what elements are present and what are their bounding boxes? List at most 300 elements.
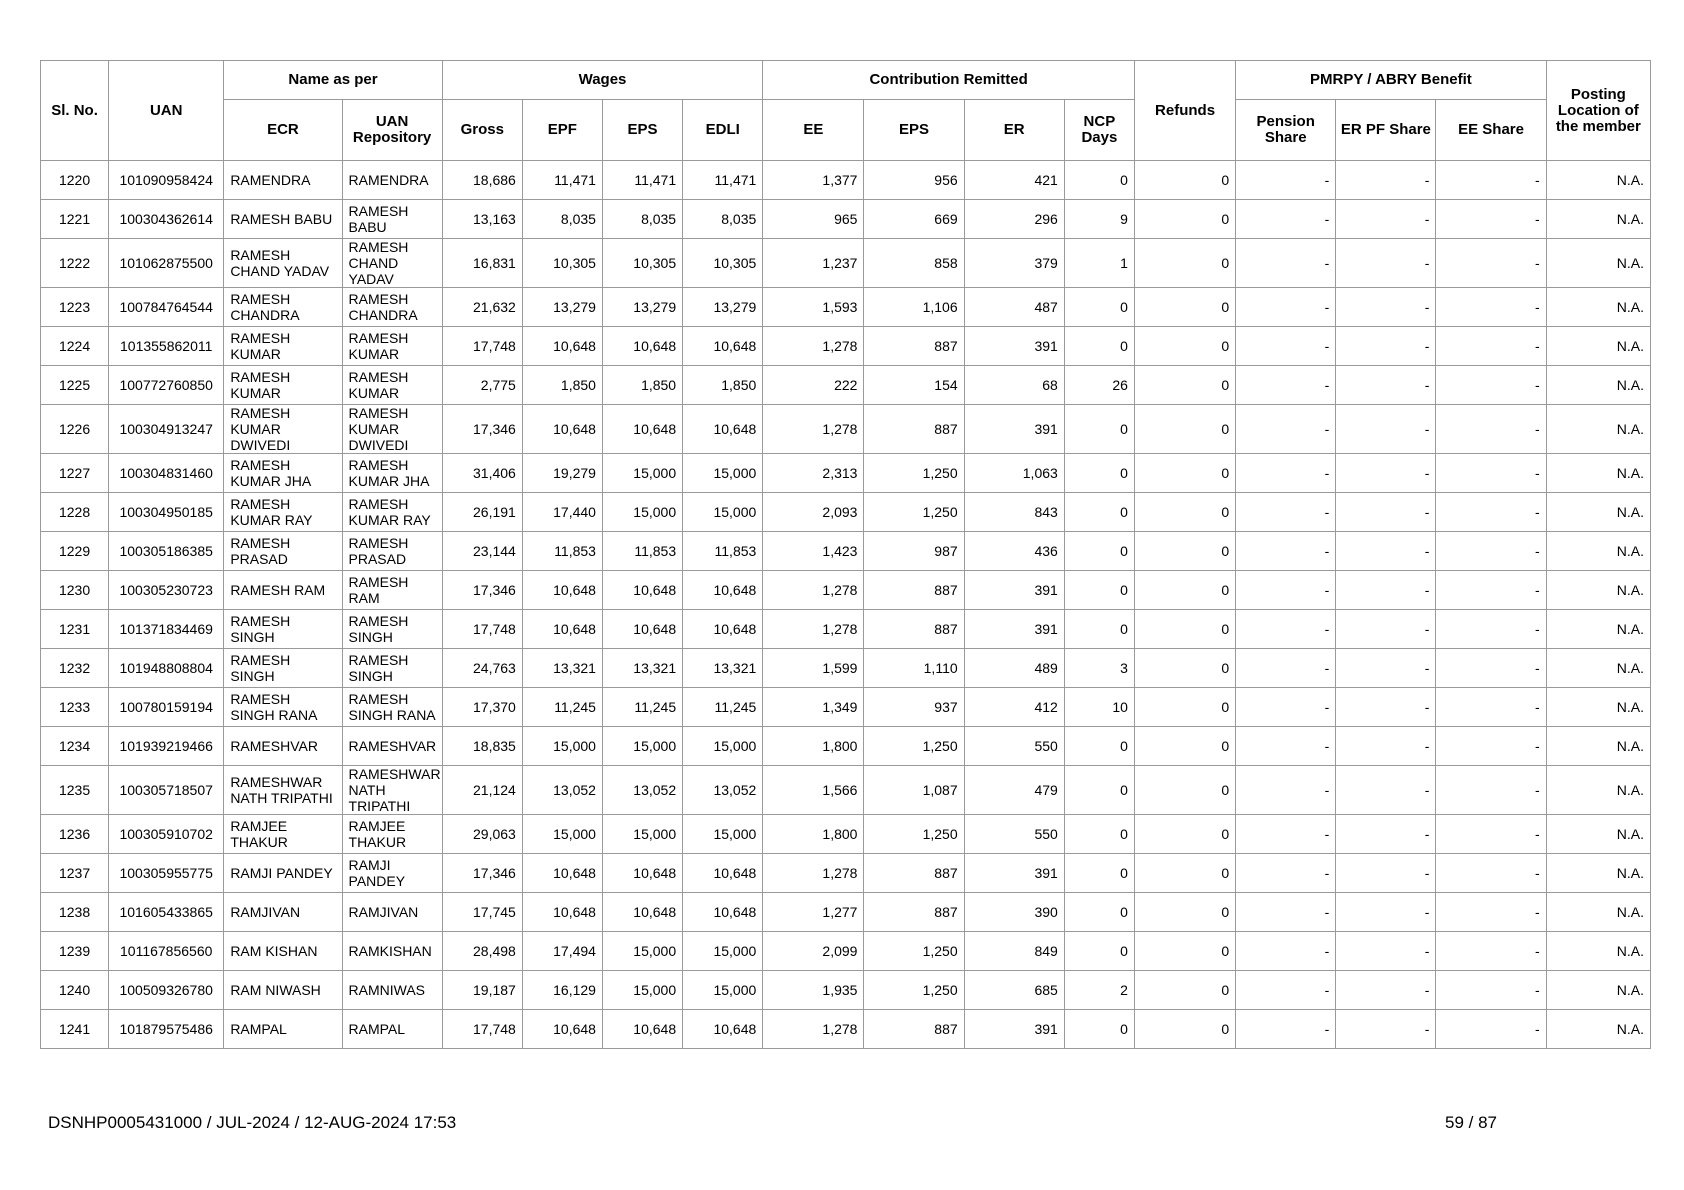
cell-ecr: RAMESH SINGH xyxy=(224,610,342,649)
cell-ecr: RAMPAL xyxy=(224,1010,342,1049)
cell-sl: 1221 xyxy=(41,200,109,239)
cell-pension: - xyxy=(1236,932,1336,971)
cell-edli: 15,000 xyxy=(683,454,763,493)
cell-gross: 2,775 xyxy=(442,366,522,405)
cell-eps: 10,305 xyxy=(602,239,682,288)
cell-sl: 1225 xyxy=(41,366,109,405)
cell-eps: 10,648 xyxy=(602,610,682,649)
cell-ee: 222 xyxy=(763,366,864,405)
cell-pension: - xyxy=(1236,493,1336,532)
cell-pension: - xyxy=(1236,571,1336,610)
cell-pension: - xyxy=(1236,161,1336,200)
cell-edli: 10,648 xyxy=(683,327,763,366)
cell-edli: 11,471 xyxy=(683,161,763,200)
cell-gross: 21,632 xyxy=(442,288,522,327)
cell-repo: RAMPAL xyxy=(342,1010,442,1049)
cell-eps: 10,648 xyxy=(602,405,682,454)
cell-epf: 10,305 xyxy=(522,239,602,288)
cell-eps: 10,648 xyxy=(602,571,682,610)
cell-sl: 1230 xyxy=(41,571,109,610)
cell-repo: RAMESH SINGH RANA xyxy=(342,688,442,727)
cell-sl: 1229 xyxy=(41,532,109,571)
cell-gross: 16,831 xyxy=(442,239,522,288)
header-edli: EDLI xyxy=(683,100,763,161)
cell-ee: 1,800 xyxy=(763,815,864,854)
cell-uan: 100772760850 xyxy=(109,366,224,405)
cell-eps-c: 987 xyxy=(864,532,964,571)
cell-ee: 1,423 xyxy=(763,532,864,571)
cell-ncp: 0 xyxy=(1064,493,1134,532)
cell-eps: 13,321 xyxy=(602,649,682,688)
cell-ncp: 0 xyxy=(1064,405,1134,454)
cell-erpf: - xyxy=(1336,727,1436,766)
cell-refunds: 0 xyxy=(1134,493,1235,532)
cell-ncp: 0 xyxy=(1064,766,1134,815)
cell-ee: 965 xyxy=(763,200,864,239)
cell-repo: RAMESHVAR xyxy=(342,727,442,766)
cell-edli: 10,648 xyxy=(683,854,763,893)
cell-repo: RAMESH KUMAR RAY xyxy=(342,493,442,532)
cell-edli: 1,850 xyxy=(683,366,763,405)
cell-epf: 10,648 xyxy=(522,405,602,454)
cell-ee: 2,093 xyxy=(763,493,864,532)
cell-epf: 10,648 xyxy=(522,610,602,649)
cell-posting: N.A. xyxy=(1546,327,1650,366)
cell-ecr: RAMESH KUMAR xyxy=(224,366,342,405)
cell-posting: N.A. xyxy=(1546,932,1650,971)
cell-ecr: RAMESH KUMAR DWIVEDI xyxy=(224,405,342,454)
cell-ncp: 9 xyxy=(1064,200,1134,239)
cell-ee: 2,313 xyxy=(763,454,864,493)
cell-uan: 101355862011 xyxy=(109,327,224,366)
cell-eps-c: 1,250 xyxy=(864,932,964,971)
cell-repo: RAMESH CHAND YADAV xyxy=(342,239,442,288)
cell-eps-c: 956 xyxy=(864,161,964,200)
cell-eeshare: - xyxy=(1436,327,1546,366)
cell-eps: 10,648 xyxy=(602,893,682,932)
cell-eps-c: 887 xyxy=(864,327,964,366)
cell-er: 843 xyxy=(964,493,1064,532)
cell-pension: - xyxy=(1236,893,1336,932)
cell-posting: N.A. xyxy=(1546,405,1650,454)
cell-eps: 15,000 xyxy=(602,971,682,1010)
cell-ee: 1,593 xyxy=(763,288,864,327)
cell-er: 379 xyxy=(964,239,1064,288)
table-row xyxy=(41,932,1651,971)
cell-edli: 10,648 xyxy=(683,1010,763,1049)
cell-eeshare: - xyxy=(1436,766,1546,815)
cell-epf: 16,129 xyxy=(522,971,602,1010)
cell-pension: - xyxy=(1236,610,1336,649)
cell-sl: 1222 xyxy=(41,239,109,288)
cell-ee: 1,566 xyxy=(763,766,864,815)
cell-repo: RAMESH KUMAR DWIVEDI xyxy=(342,405,442,454)
cell-erpf: - xyxy=(1336,854,1436,893)
cell-epf: 8,035 xyxy=(522,200,602,239)
header-gross: Gross xyxy=(442,100,522,161)
header-er: ER xyxy=(964,100,1064,161)
table-row xyxy=(41,493,1651,532)
cell-ecr: RAMESH PRASAD xyxy=(224,532,342,571)
cell-erpf: - xyxy=(1336,893,1436,932)
cell-repo: RAMESH KUMAR JHA xyxy=(342,454,442,493)
footer-document-id: DSNHP0005431000 / JUL-2024 / 12-AUG-2024 17:53 xyxy=(48,1113,457,1132)
cell-gross: 13,163 xyxy=(442,200,522,239)
cell-refunds: 0 xyxy=(1134,327,1235,366)
cell-edli: 15,000 xyxy=(683,493,763,532)
cell-eps-c: 1,250 xyxy=(864,727,964,766)
cell-refunds: 0 xyxy=(1134,571,1235,610)
cell-eps: 10,648 xyxy=(602,854,682,893)
cell-ecr: RAMESH CHANDRA xyxy=(224,288,342,327)
cell-erpf: - xyxy=(1336,571,1436,610)
cell-epf: 17,494 xyxy=(522,932,602,971)
cell-ecr: RAMESH SINGH xyxy=(224,649,342,688)
cell-ecr: RAMESH KUMAR RAY xyxy=(224,493,342,532)
cell-erpf: - xyxy=(1336,971,1436,1010)
header-contribution-remitted: Contribution Remitted xyxy=(763,61,1135,100)
cell-posting: N.A. xyxy=(1546,815,1650,854)
cell-ncp: 0 xyxy=(1064,815,1134,854)
cell-ee: 2,099 xyxy=(763,932,864,971)
cell-eps: 13,279 xyxy=(602,288,682,327)
cell-eeshare: - xyxy=(1436,239,1546,288)
cell-epf: 15,000 xyxy=(522,727,602,766)
cell-ncp: 0 xyxy=(1064,454,1134,493)
cell-erpf: - xyxy=(1336,454,1436,493)
cell-er: 685 xyxy=(964,971,1064,1010)
cell-sl: 1234 xyxy=(41,727,109,766)
cell-sl: 1226 xyxy=(41,405,109,454)
cell-gross: 28,498 xyxy=(442,932,522,971)
cell-er: 68 xyxy=(964,366,1064,405)
cell-eeshare: - xyxy=(1436,971,1546,1010)
cell-ecr: RAMESH KUMAR JHA xyxy=(224,454,342,493)
cell-posting: N.A. xyxy=(1546,971,1650,1010)
cell-eeshare: - xyxy=(1436,571,1546,610)
cell-erpf: - xyxy=(1336,932,1436,971)
cell-edli: 15,000 xyxy=(683,727,763,766)
cell-refunds: 0 xyxy=(1134,610,1235,649)
cell-pension: - xyxy=(1236,327,1336,366)
cell-edli: 10,648 xyxy=(683,610,763,649)
cell-pension: - xyxy=(1236,688,1336,727)
table-row xyxy=(41,327,1651,366)
table-row xyxy=(41,815,1651,854)
cell-ncp: 0 xyxy=(1064,288,1134,327)
cell-ncp: 0 xyxy=(1064,893,1134,932)
cell-uan: 100304362614 xyxy=(109,200,224,239)
cell-eeshare: - xyxy=(1436,854,1546,893)
header-uan: UAN xyxy=(109,61,224,161)
cell-erpf: - xyxy=(1336,239,1436,288)
cell-pension: - xyxy=(1236,288,1336,327)
cell-repo: RAMESH RAM xyxy=(342,571,442,610)
cell-eeshare: - xyxy=(1436,532,1546,571)
header-ncp-days: NCP Days xyxy=(1064,100,1134,161)
cell-uan: 101062875500 xyxy=(109,239,224,288)
cell-ecr: RAMESHWAR NATH TRIPATHI xyxy=(224,766,342,815)
cell-sl: 1233 xyxy=(41,688,109,727)
cell-gross: 18,835 xyxy=(442,727,522,766)
cell-posting: N.A. xyxy=(1546,766,1650,815)
cell-eeshare: - xyxy=(1436,893,1546,932)
cell-er: 390 xyxy=(964,893,1064,932)
cell-gross: 17,748 xyxy=(442,610,522,649)
cell-epf: 1,850 xyxy=(522,366,602,405)
table-row xyxy=(41,239,1651,288)
cell-sl: 1228 xyxy=(41,493,109,532)
cell-ncp: 10 xyxy=(1064,688,1134,727)
cell-posting: N.A. xyxy=(1546,688,1650,727)
header-ecr: ECR xyxy=(224,100,342,161)
cell-eeshare: - xyxy=(1436,405,1546,454)
cell-er: 487 xyxy=(964,288,1064,327)
cell-ecr: RAM KISHAN xyxy=(224,932,342,971)
cell-refunds: 0 xyxy=(1134,932,1235,971)
cell-posting: N.A. xyxy=(1546,493,1650,532)
cell-edli: 15,000 xyxy=(683,971,763,1010)
cell-repo: RAMESH KUMAR xyxy=(342,327,442,366)
cell-posting: N.A. xyxy=(1546,893,1650,932)
cell-eps: 10,648 xyxy=(602,1010,682,1049)
cell-ecr: RAMESH BABU xyxy=(224,200,342,239)
cell-eeshare: - xyxy=(1436,649,1546,688)
cell-epf: 11,853 xyxy=(522,532,602,571)
cell-er: 391 xyxy=(964,405,1064,454)
cell-ecr: RAMESH RAM xyxy=(224,571,342,610)
cell-pension: - xyxy=(1236,454,1336,493)
cell-er: 550 xyxy=(964,727,1064,766)
cell-posting: N.A. xyxy=(1546,532,1650,571)
cell-refunds: 0 xyxy=(1134,854,1235,893)
cell-repo: RAMESH BABU xyxy=(342,200,442,239)
header-er-pf-share: ER PF Share xyxy=(1336,100,1436,161)
cell-refunds: 0 xyxy=(1134,727,1235,766)
cell-eps-c: 858 xyxy=(864,239,964,288)
cell-eeshare: - xyxy=(1436,366,1546,405)
cell-epf: 10,648 xyxy=(522,1010,602,1049)
cell-epf: 11,471 xyxy=(522,161,602,200)
cell-eps-c: 887 xyxy=(864,571,964,610)
cell-ee: 1,800 xyxy=(763,727,864,766)
cell-erpf: - xyxy=(1336,493,1436,532)
cell-gross: 31,406 xyxy=(442,454,522,493)
cell-eps-c: 1,250 xyxy=(864,815,964,854)
cell-refunds: 0 xyxy=(1134,454,1235,493)
cell-ecr: RAMENDRA xyxy=(224,161,342,200)
table-row xyxy=(41,971,1651,1010)
cell-edli: 10,648 xyxy=(683,405,763,454)
cell-eps-c: 937 xyxy=(864,688,964,727)
table-row xyxy=(41,288,1651,327)
cell-erpf: - xyxy=(1336,288,1436,327)
cell-posting: N.A. xyxy=(1546,161,1650,200)
cell-posting: N.A. xyxy=(1546,854,1650,893)
cell-pension: - xyxy=(1236,405,1336,454)
cell-repo: RAMJI PANDEY xyxy=(342,854,442,893)
cell-pension: - xyxy=(1236,815,1336,854)
cell-repo: RAMJEE THAKUR xyxy=(342,815,442,854)
cell-epf: 13,279 xyxy=(522,288,602,327)
cell-sl: 1227 xyxy=(41,454,109,493)
cell-uan: 100305718507 xyxy=(109,766,224,815)
cell-repo: RAMESH PRASAD xyxy=(342,532,442,571)
cell-ncp: 0 xyxy=(1064,327,1134,366)
header-pension-share: Pension Share xyxy=(1236,100,1336,161)
cell-refunds: 0 xyxy=(1134,893,1235,932)
cell-repo: RAMESH SINGH xyxy=(342,649,442,688)
cell-pension: - xyxy=(1236,1010,1336,1049)
cell-eps-c: 887 xyxy=(864,854,964,893)
cell-gross: 17,748 xyxy=(442,327,522,366)
cell-uan: 100305186385 xyxy=(109,532,224,571)
cell-sl: 1238 xyxy=(41,893,109,932)
header-name-as-per: Name as per xyxy=(224,61,442,100)
cell-er: 550 xyxy=(964,815,1064,854)
cell-repo: RAMESH KUMAR xyxy=(342,366,442,405)
cell-eps: 13,052 xyxy=(602,766,682,815)
cell-erpf: - xyxy=(1336,405,1436,454)
cell-epf: 10,648 xyxy=(522,327,602,366)
cell-eps: 11,245 xyxy=(602,688,682,727)
cell-ncp: 0 xyxy=(1064,532,1134,571)
cell-eeshare: - xyxy=(1436,200,1546,239)
cell-erpf: - xyxy=(1336,366,1436,405)
cell-sl: 1224 xyxy=(41,327,109,366)
cell-sl: 1235 xyxy=(41,766,109,815)
cell-eeshare: - xyxy=(1436,727,1546,766)
header-eps: EPS xyxy=(602,100,682,161)
cell-er: 391 xyxy=(964,854,1064,893)
table-row xyxy=(41,649,1651,688)
cell-repo: RAMENDRA xyxy=(342,161,442,200)
cell-posting: N.A. xyxy=(1546,727,1650,766)
cell-sl: 1232 xyxy=(41,649,109,688)
cell-eeshare: - xyxy=(1436,161,1546,200)
cell-gross: 17,346 xyxy=(442,854,522,893)
cell-refunds: 0 xyxy=(1134,161,1235,200)
cell-ee: 1,237 xyxy=(763,239,864,288)
cell-gross: 18,686 xyxy=(442,161,522,200)
cell-ee: 1,277 xyxy=(763,893,864,932)
table-row xyxy=(41,200,1651,239)
cell-ncp: 26 xyxy=(1064,366,1134,405)
cell-eps: 15,000 xyxy=(602,932,682,971)
cell-repo: RAMNIWAS xyxy=(342,971,442,1010)
cell-eps-c: 887 xyxy=(864,405,964,454)
cell-eeshare: - xyxy=(1436,688,1546,727)
cell-eps: 8,035 xyxy=(602,200,682,239)
cell-refunds: 0 xyxy=(1134,1010,1235,1049)
cell-sl: 1220 xyxy=(41,161,109,200)
cell-gross: 17,370 xyxy=(442,688,522,727)
cell-eeshare: - xyxy=(1436,610,1546,649)
cell-uan: 101879575486 xyxy=(109,1010,224,1049)
cell-eeshare: - xyxy=(1436,493,1546,532)
cell-sl: 1237 xyxy=(41,854,109,893)
cell-ecr: RAM NIWASH xyxy=(224,971,342,1010)
table-row xyxy=(41,766,1651,815)
cell-eps-c: 887 xyxy=(864,1010,964,1049)
cell-uan: 101939219466 xyxy=(109,727,224,766)
cell-edli: 10,305 xyxy=(683,239,763,288)
contribution-table xyxy=(40,60,1651,1049)
cell-erpf: - xyxy=(1336,610,1436,649)
cell-epf: 10,648 xyxy=(522,571,602,610)
cell-posting: N.A. xyxy=(1546,200,1650,239)
cell-gross: 26,191 xyxy=(442,493,522,532)
cell-ncp: 1 xyxy=(1064,239,1134,288)
cell-ee: 1,377 xyxy=(763,161,864,200)
header-refunds: Refunds xyxy=(1134,61,1235,161)
cell-refunds: 0 xyxy=(1134,288,1235,327)
cell-eps-c: 669 xyxy=(864,200,964,239)
header-wages: Wages xyxy=(442,61,763,100)
cell-erpf: - xyxy=(1336,815,1436,854)
cell-eps: 10,648 xyxy=(602,327,682,366)
cell-eeshare: - xyxy=(1436,932,1546,971)
cell-gross: 17,346 xyxy=(442,571,522,610)
cell-epf: 10,648 xyxy=(522,854,602,893)
cell-pension: - xyxy=(1236,366,1336,405)
cell-ee: 1,935 xyxy=(763,971,864,1010)
header-ee: EE xyxy=(763,100,864,161)
cell-edli: 11,853 xyxy=(683,532,763,571)
cell-uan: 100304950185 xyxy=(109,493,224,532)
cell-refunds: 0 xyxy=(1134,688,1235,727)
cell-uan: 101948808804 xyxy=(109,649,224,688)
cell-er: 849 xyxy=(964,932,1064,971)
table-row xyxy=(41,727,1651,766)
cell-sl: 1223 xyxy=(41,288,109,327)
cell-ee: 1,278 xyxy=(763,854,864,893)
header-pmrpy: PMRPY / ABRY Benefit xyxy=(1236,61,1547,100)
cell-uan: 100305955775 xyxy=(109,854,224,893)
cell-er: 391 xyxy=(964,1010,1064,1049)
cell-edli: 15,000 xyxy=(683,932,763,971)
cell-refunds: 0 xyxy=(1134,815,1235,854)
cell-ncp: 0 xyxy=(1064,932,1134,971)
cell-gross: 17,748 xyxy=(442,1010,522,1049)
cell-epf: 13,052 xyxy=(522,766,602,815)
cell-eps: 15,000 xyxy=(602,815,682,854)
cell-posting: N.A. xyxy=(1546,366,1650,405)
cell-repo: RAMJIVAN xyxy=(342,893,442,932)
cell-erpf: - xyxy=(1336,766,1436,815)
cell-ecr: RAMJI PANDEY xyxy=(224,854,342,893)
cell-repo: RAMESHWAR NATH TRIPATHI xyxy=(342,766,442,815)
cell-eps: 11,471 xyxy=(602,161,682,200)
cell-uan: 100784764544 xyxy=(109,288,224,327)
table-row xyxy=(41,454,1651,493)
cell-eps-c: 887 xyxy=(864,893,964,932)
cell-edli: 10,648 xyxy=(683,893,763,932)
cell-erpf: - xyxy=(1336,688,1436,727)
cell-repo: RAMESH CHANDRA xyxy=(342,288,442,327)
cell-uan: 100304831460 xyxy=(109,454,224,493)
cell-eeshare: - xyxy=(1436,454,1546,493)
cell-ee: 1,278 xyxy=(763,1010,864,1049)
cell-gross: 21,124 xyxy=(442,766,522,815)
cell-erpf: - xyxy=(1336,532,1436,571)
cell-pension: - xyxy=(1236,532,1336,571)
cell-pension: - xyxy=(1236,854,1336,893)
cell-sl: 1231 xyxy=(41,610,109,649)
cell-er: 391 xyxy=(964,327,1064,366)
table-row xyxy=(41,161,1651,200)
cell-edli: 8,035 xyxy=(683,200,763,239)
